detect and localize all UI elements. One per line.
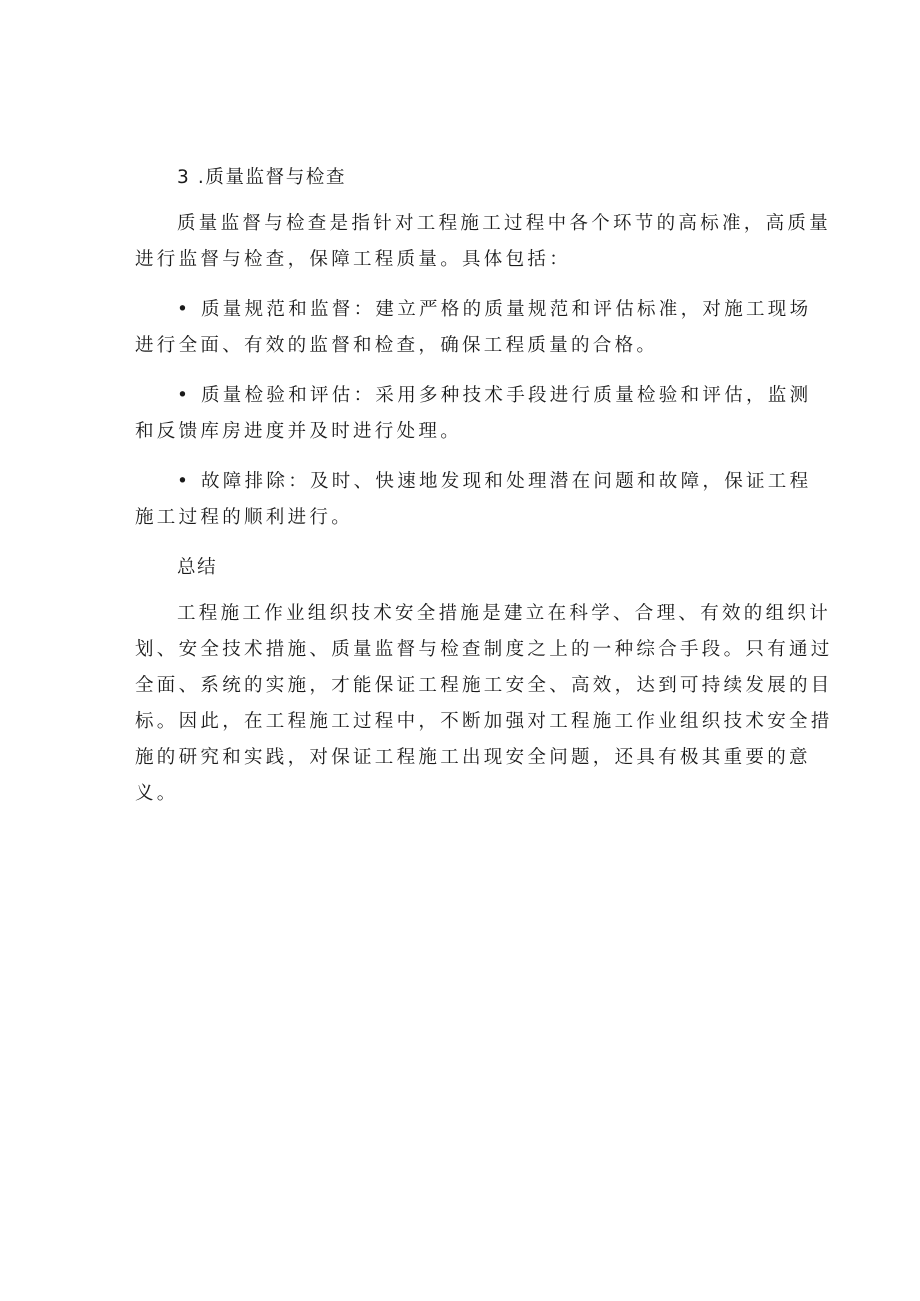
summary-title: 总结: [177, 557, 218, 578]
paragraph-line: 义。: [135, 783, 179, 804]
bullet-item: [135, 378, 812, 450]
paragraph-line: 划、安全技术措施、质量监督与检查制度之上的一种综合手段。只有通过: [135, 639, 833, 660]
section-heading: [135, 160, 785, 196]
section-title: .质量监督与检查: [197, 167, 347, 188]
bullet-first-line: [135, 378, 812, 414]
bullet-text: 进行全面、有效的监督和检查，确保工程质量的合格。: [135, 335, 659, 356]
paragraph-line: 施的研究和实践，对保证工程施工出现安全问题，还具有极其重要的意: [135, 747, 811, 768]
paragraph-line: 质量监督与检查是指针对工程施工过程中各个环节的高标准，高质量: [177, 213, 832, 234]
paragraph-line: 标。因此，在工程施工过程中，不断加强对工程施工作业组织技术安全措: [135, 711, 833, 732]
bullet-text: 和反馈库房进度并及时进行处理。: [135, 421, 463, 442]
bullet-item: [135, 292, 812, 364]
bullet-first-line: [135, 292, 812, 328]
bullet-text: 故障排除：及时、快速地发现和处理潜在问题和故障，保证工程: [201, 471, 812, 492]
paragraph-line: 进行监督与检查，保障工程质量。具体包括：: [135, 249, 572, 270]
paragraph-line: 工程施工作业组织技术安全措施是建立在科学、合理、有效的组织计: [177, 603, 832, 624]
paragraph-line: 全面、系统的实施，才能保证工程施工安全、高效，达到可持续发展的目: [135, 675, 833, 696]
bullet-text: 质量检验和评估：采用多种技术手段进行质量检验和评估，监测: [201, 385, 812, 406]
document-body: [135, 160, 833, 826]
section-number: 3: [177, 167, 191, 188]
bullet-marker: •: [177, 471, 192, 492]
bullet-first-line: [135, 464, 812, 500]
intro-paragraph: [135, 206, 832, 278]
summary-paragraph: [135, 596, 833, 812]
bullet-text: 质量规范和监督：建立严格的质量规范和评估标准，对施工现场: [201, 299, 812, 320]
bullet-marker: •: [177, 385, 192, 406]
bullet-text: 施工过程的顺利进行。: [135, 507, 354, 528]
bullet-item: [135, 464, 812, 536]
bullet-marker: •: [177, 299, 192, 320]
